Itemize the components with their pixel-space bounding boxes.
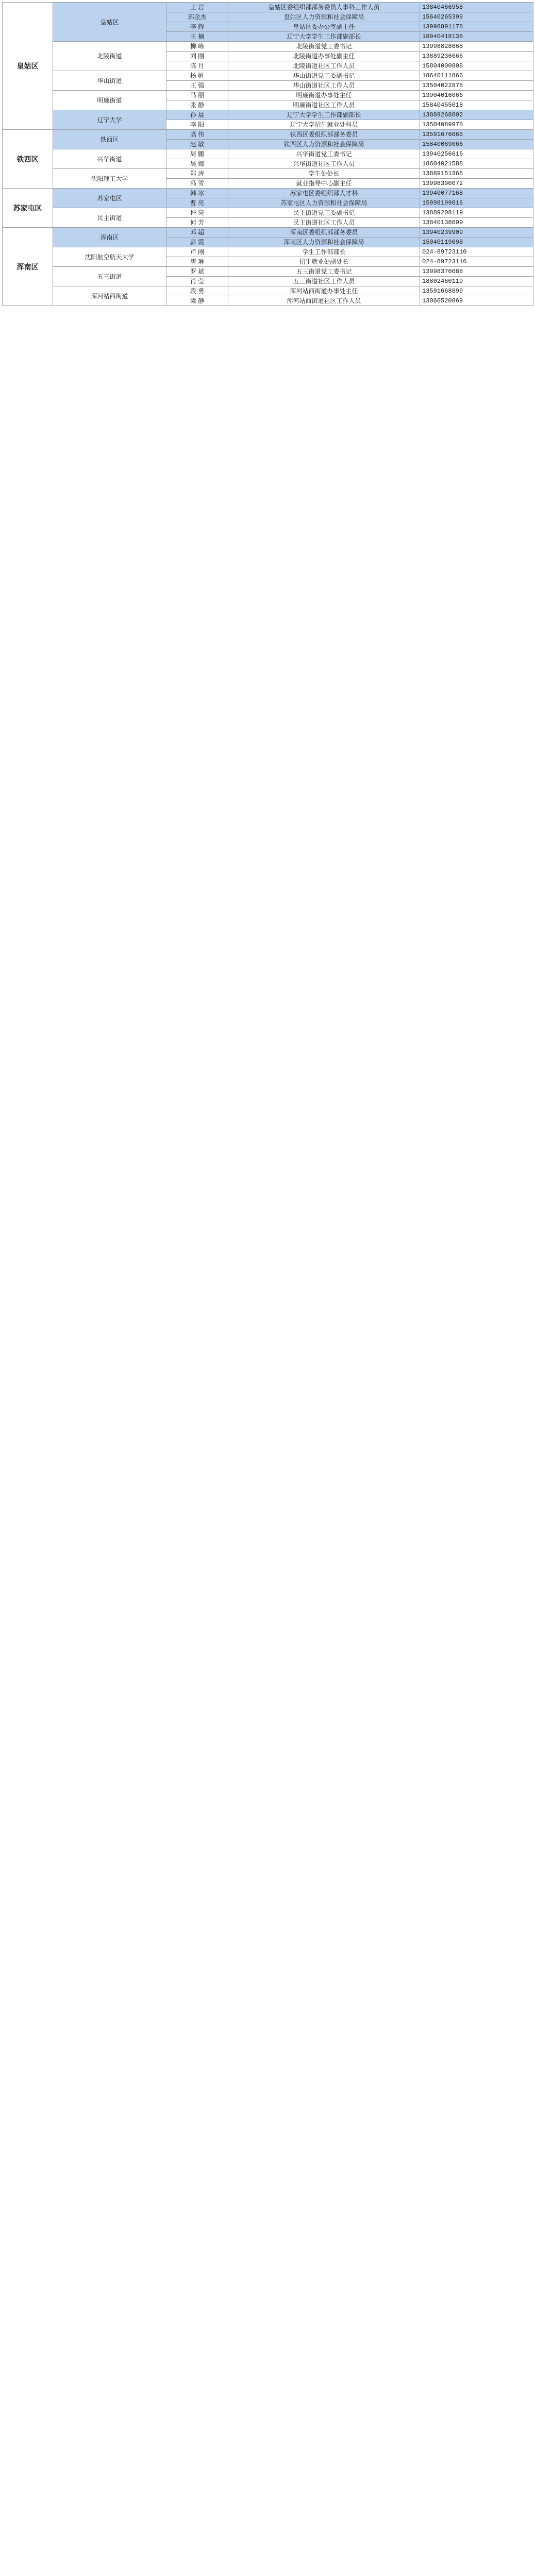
table-row — [3, 286, 533, 296]
title-cell: 学生处处长 — [228, 169, 420, 179]
table-row — [3, 189, 533, 198]
phone-cell: 13066520869 — [420, 296, 533, 306]
person-cell: 李 辉 — [166, 22, 228, 32]
table-row — [3, 91, 533, 100]
title-cell: 学生工作部部长 — [228, 247, 420, 257]
title-cell: 浑南区委组织部部务委员 — [228, 228, 420, 238]
contact-table-body — [3, 3, 533, 306]
unit-cell: 铁西区 — [53, 130, 166, 149]
person-cell: 王 岩 — [166, 3, 228, 12]
title-cell: 辽宁大学学生工作部副部长 — [228, 32, 420, 42]
person-cell: 刘 刚 — [166, 52, 228, 61]
unit-cell: 北陵街道 — [53, 42, 166, 71]
phone-cell: 13998390072 — [420, 179, 533, 189]
phone-cell: 13889236066 — [420, 52, 533, 61]
person-cell: 马 丽 — [166, 91, 228, 100]
phone-cell: 13504089978 — [420, 120, 533, 130]
unit-cell: 浑南区 — [53, 228, 166, 247]
title-cell: 兴华街道社区工作人员 — [228, 159, 420, 169]
phone-cell: 13940077168 — [420, 189, 533, 198]
person-cell: 曹 亮 — [166, 198, 228, 208]
phone-cell: 13504022878 — [420, 81, 533, 91]
title-cell: 皇姑区人力资源和社会保障局 — [228, 12, 420, 22]
person-cell: 唐 琳 — [166, 257, 228, 267]
unit-cell: 民主街道 — [53, 208, 166, 228]
person-cell: 郑 涛 — [166, 169, 228, 179]
phone-cell: 15040119698 — [420, 238, 533, 247]
phone-cell: 13940239909 — [420, 228, 533, 238]
phone-cell: 13889268802 — [420, 110, 533, 120]
person-cell: 郭金杰 — [166, 12, 228, 22]
title-cell: 苏家屯区人力资源和社会保障局 — [228, 198, 420, 208]
table-row — [3, 3, 533, 12]
title-cell: 就业指导中心副主任 — [228, 179, 420, 189]
table-row — [3, 149, 533, 159]
unit-cell: 浑河站西街道 — [53, 286, 166, 306]
person-cell: 王 楠 — [166, 32, 228, 42]
person-cell: 冯 雪 — [166, 179, 228, 189]
district-cell: 皇姑区 — [3, 3, 53, 130]
phone-cell: 13591676866 — [420, 130, 533, 140]
district-cell: 浑南区 — [3, 228, 53, 306]
person-cell: 王 强 — [166, 81, 228, 91]
person-cell: 罗 斌 — [166, 267, 228, 277]
title-cell: 民主街道党工委副书记 — [228, 208, 420, 218]
title-cell: 五三街道社区工作人员 — [228, 277, 420, 286]
unit-cell: 明廉街道 — [53, 91, 166, 110]
title-cell: 苏家屯区委组织部人才科 — [228, 189, 420, 198]
title-cell: 华山街道党工委副书记 — [228, 71, 420, 81]
person-cell: 梁 静 — [166, 296, 228, 306]
title-cell: 皇姑区委办公室副主任 — [228, 22, 420, 32]
person-cell: 段 勇 — [166, 286, 228, 296]
person-cell: 周 鹏 — [166, 149, 228, 159]
title-cell: 华山街道社区工作人员 — [228, 81, 420, 91]
person-cell: 杨 帆 — [166, 71, 228, 81]
district-cell: 苏家屯区 — [3, 189, 53, 228]
phone-cell: 13591668899 — [420, 286, 533, 296]
person-cell: 许 亮 — [166, 208, 228, 218]
title-cell: 北陵街道党工委书记 — [228, 42, 420, 52]
unit-cell: 皇姑区 — [53, 3, 166, 42]
phone-cell: 18640111866 — [420, 71, 533, 81]
phone-cell: 13840466958 — [420, 3, 533, 12]
table-row — [3, 42, 533, 52]
unit-cell: 华山街道 — [53, 71, 166, 91]
phone-cell: 18940418138 — [420, 32, 533, 42]
phone-cell: 13889208119 — [420, 208, 533, 218]
person-cell: 孙 晨 — [166, 110, 228, 120]
table-row — [3, 208, 533, 218]
table-row — [3, 169, 533, 179]
title-cell: 明廉街道社区工作人员 — [228, 100, 420, 110]
person-cell: 张 静 — [166, 100, 228, 110]
table-row — [3, 130, 533, 140]
title-cell: 北陵街道办事处副主任 — [228, 52, 420, 61]
title-cell: 五三街道党工委书记 — [228, 267, 420, 277]
unit-cell: 沈阳理工大学 — [53, 169, 166, 189]
person-cell: 彭 霞 — [166, 238, 228, 247]
phone-cell: 13998370688 — [420, 267, 533, 277]
table-row — [3, 71, 533, 81]
phone-cell: 13889151368 — [420, 169, 533, 179]
phone-cell: 13998828668 — [420, 42, 533, 52]
table-row — [3, 267, 533, 277]
title-cell: 浑河站西街道办事处主任 — [228, 286, 420, 296]
person-cell: 李 阳 — [166, 120, 228, 130]
phone-cell: 18802460119 — [420, 277, 533, 286]
phone-cell: 15640265399 — [420, 12, 533, 22]
person-cell: 吴 娜 — [166, 159, 228, 169]
title-cell: 明廉街道办事处主任 — [228, 91, 420, 100]
phone-cell: 024-89723110 — [420, 247, 533, 257]
table-row — [3, 247, 533, 257]
phone-cell: 13998891178 — [420, 22, 533, 32]
phone-cell: 024-89723116 — [420, 257, 533, 267]
phone-cell: 13904016066 — [420, 91, 533, 100]
person-cell: 赵 敏 — [166, 140, 228, 149]
person-cell: 韩 冰 — [166, 189, 228, 198]
phone-cell: 13940256616 — [420, 149, 533, 159]
unit-cell: 苏家屯区 — [53, 189, 166, 208]
unit-cell: 兴华街道 — [53, 149, 166, 169]
person-cell: 卢 刚 — [166, 247, 228, 257]
phone-cell: 18604021588 — [420, 159, 533, 169]
person-cell: 何 芳 — [166, 218, 228, 228]
phone-cell: 15840455018 — [420, 100, 533, 110]
title-cell: 铁西区委组织部部务委员 — [228, 130, 420, 140]
person-cell: 高 伟 — [166, 130, 228, 140]
phone-cell: 15998199816 — [420, 198, 533, 208]
table-row — [3, 110, 533, 120]
person-cell: 陈 月 — [166, 61, 228, 71]
table-row — [3, 228, 533, 238]
title-cell: 辽宁大学招生就业处科员 — [228, 120, 420, 130]
title-cell: 铁西区人力资源和社会保障局 — [228, 140, 420, 149]
title-cell: 浑南区人力资源和社会保障局 — [228, 238, 420, 247]
title-cell: 兴华街道党工委书记 — [228, 149, 420, 159]
person-cell: 邓 超 — [166, 228, 228, 238]
title-cell: 皇姑区委组织部部务委员人事科工作人员 — [228, 3, 420, 12]
title-cell: 北陵街道社区工作人员 — [228, 61, 420, 71]
contact-table — [2, 2, 533, 306]
unit-cell: 五三街道 — [53, 267, 166, 286]
unit-cell: 辽宁大学 — [53, 110, 166, 130]
person-cell: 肖 莹 — [166, 277, 228, 286]
unit-cell: 沈阳航空航天大学 — [53, 247, 166, 267]
title-cell: 浑河站西街道社区工作人员 — [228, 296, 420, 306]
person-cell: 柳 峰 — [166, 42, 228, 52]
title-cell: 辽宁大学学生工作部副部长 — [228, 110, 420, 120]
phone-cell: 15840089066 — [420, 140, 533, 149]
title-cell: 招生就业处副处长 — [228, 257, 420, 267]
phone-cell: 13840138699 — [420, 218, 533, 228]
phone-cell: 15804000808 — [420, 61, 533, 71]
district-cell: 铁西区 — [3, 130, 53, 189]
title-cell: 民主街道社区工作人员 — [228, 218, 420, 228]
